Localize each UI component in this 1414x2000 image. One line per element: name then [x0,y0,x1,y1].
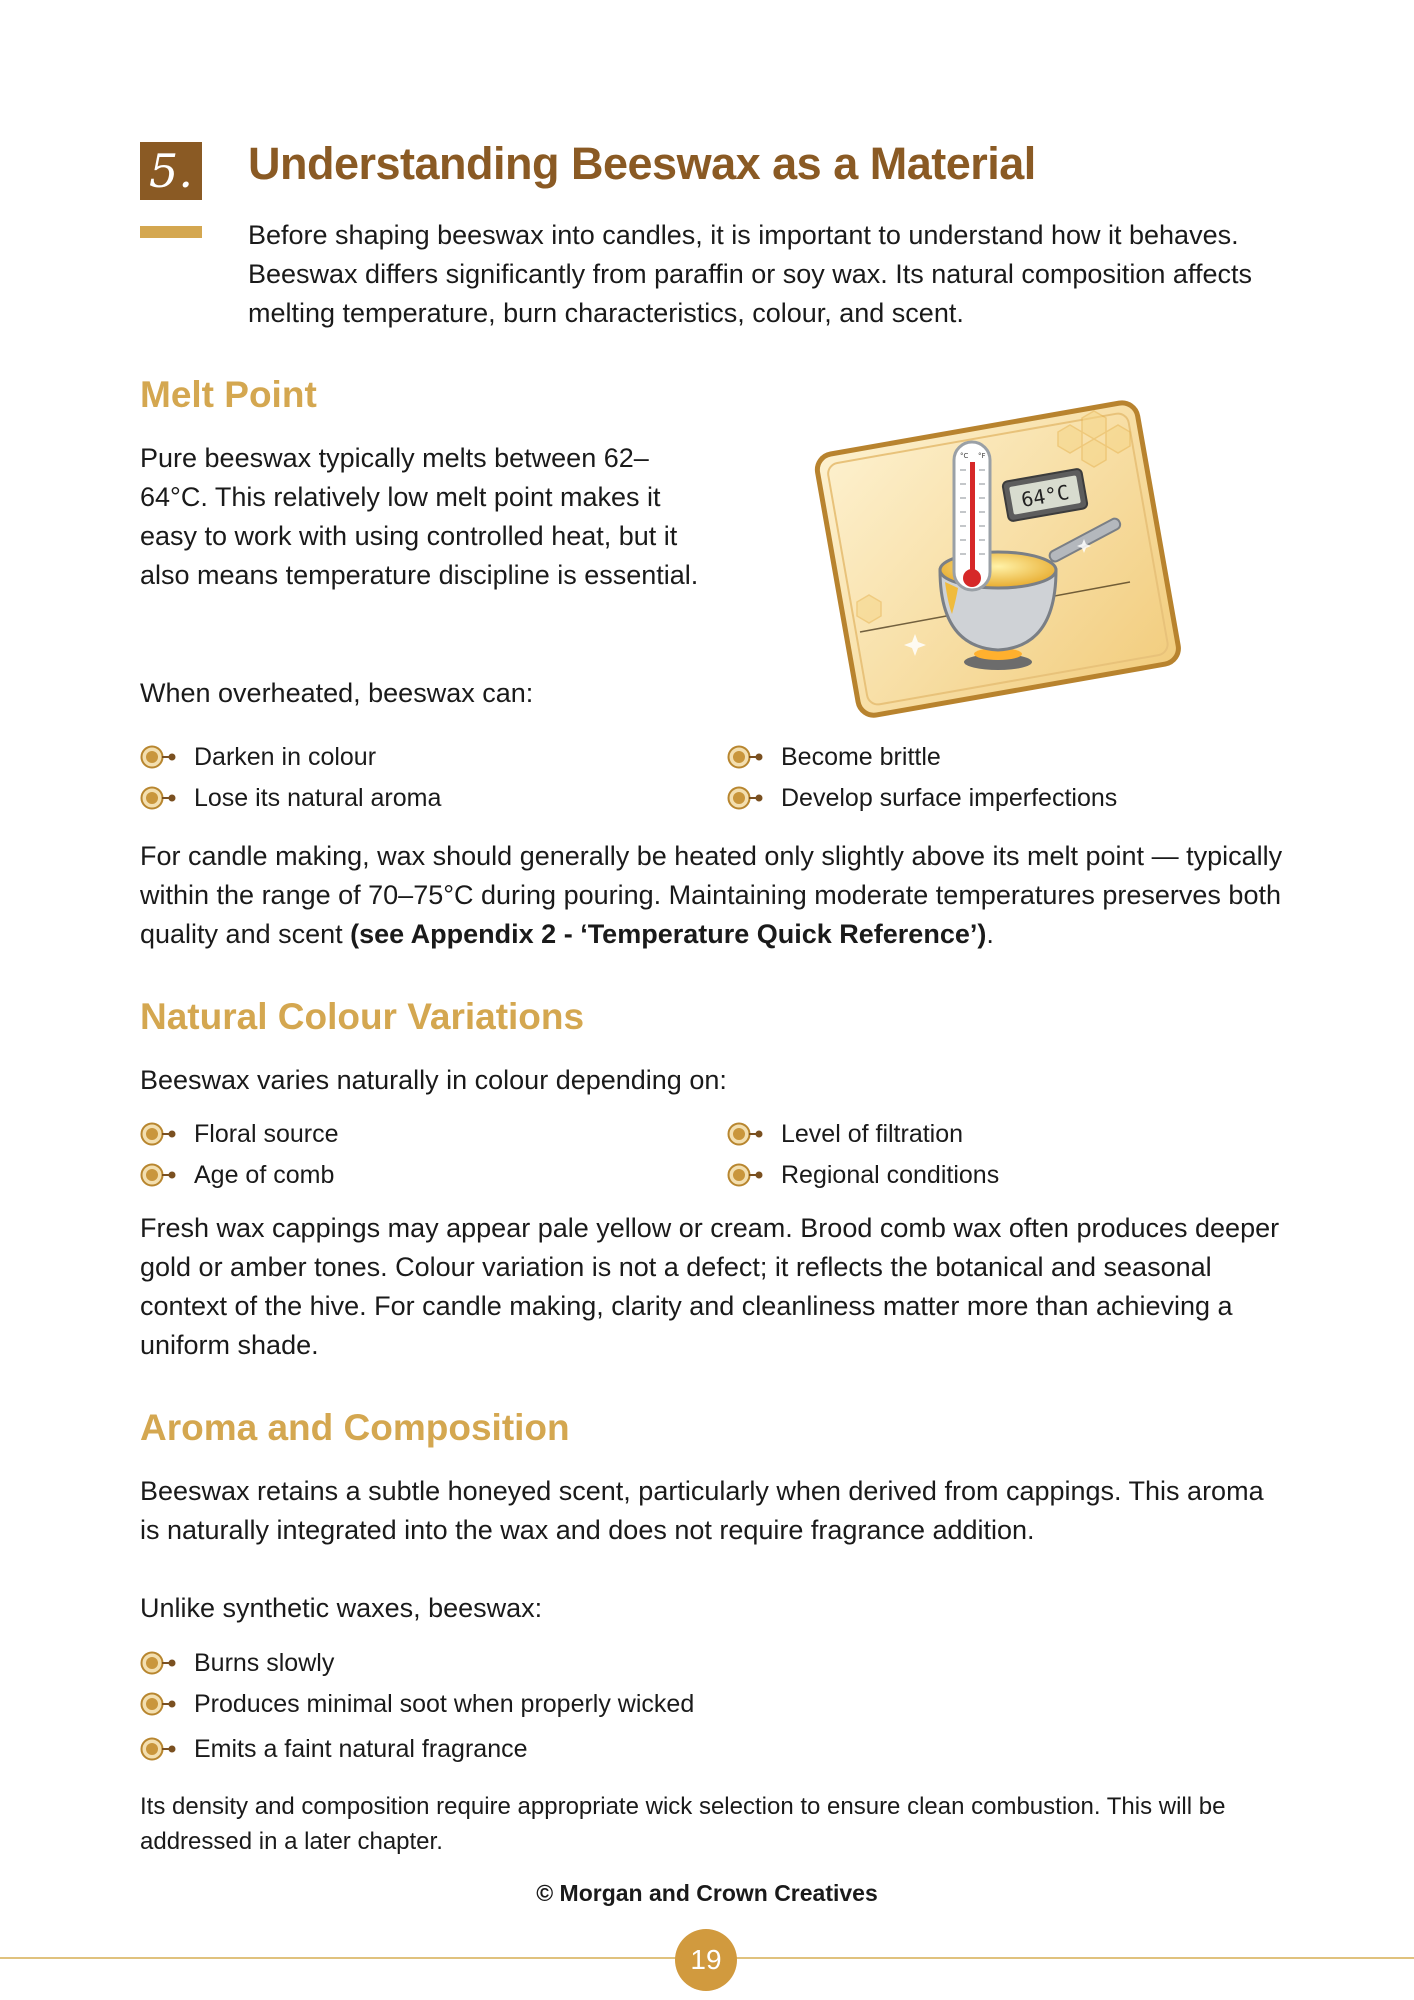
bullet-icon [140,1737,178,1761]
page-number: 19 [675,1929,737,1991]
list-item [140,1159,334,1191]
bullet-icon [727,1122,765,1146]
svg-text:°F: °F [978,452,986,460]
aroma-paragraph: Beeswax retains a subtle honeyed scent, particularly when derived from cappings. This aroma is naturally integrated into the wax and does not require fragrance addition. [140,1476,1264,1545]
chapter-title: Understanding Beeswax as a Material [248,138,1036,189]
pouring-temperature-paragraph: For candle making, wax should generally be heated only slightly above its melt point — typically within the range of 70–75°C during pouring. Maintaining moderate temperatures preserves both quality and scent (see Appendix 2 - ‘Temperature Quick Reference’). [140,841,1283,949]
list-item-label: Emits a faint natural fragrance [194,1735,528,1763]
bullet-icon [140,786,178,810]
list-item [727,741,941,773]
bullet-icon [140,1122,178,1146]
bullet-icon [140,1163,178,1187]
chapter-accent-bar [140,226,202,238]
bullet-icon [140,745,178,769]
list-item-label: Produces minimal soot when properly wicked [194,1690,695,1718]
chapter-number-badge: 5. [140,142,202,200]
svg-text:64°C: 64°C [1019,479,1071,512]
melt-point-heading: Melt Point [140,374,317,415]
list-item [727,782,1117,814]
bullet-icon [140,1651,178,1675]
bullet-icon [727,745,765,769]
melt-point-paragraph: Pure beeswax typically melts between 62–64°C. This relatively low melt point makes it easy to work with using controlled heat, but it also means temperature discipline is essential. [140,443,699,590]
bullet-icon [727,786,765,810]
list-item-label: Level of filtration [781,1120,964,1148]
melting-wax-illustration [800,392,1190,722]
list-item [140,1733,528,1765]
colour-intro: Beeswax varies naturally in colour depending on: [140,1065,727,1095]
list-item [140,741,376,773]
overheat-intro: When overheated, beeswax can: [140,678,534,708]
list-item-label: Become brittle [781,743,941,771]
aroma-heading: Aroma and Composition [140,1407,570,1448]
intro-paragraph: Before shaping beeswax into candles, it is important to understand how it behaves. Beeswax differs significantly from paraffin or soy wax. Its natural composition affects melting temperature, burn characteristics, colour, and scent. [248,220,1252,328]
bullet-icon [140,1692,178,1716]
list-item [140,782,441,814]
list-item [140,1688,694,1720]
list-item-label: Darken in colour [194,743,377,771]
list-item-label: Develop surface imperfections [781,784,1118,812]
wick-note-paragraph: Its density and composition require appropriate wick selection to ensure clean combustion. This will be addressed in a later chapter. [140,1793,1226,1855]
colour-variations-heading: Natural Colour Variations [140,996,585,1037]
list-item-label: Burns slowly [194,1649,335,1677]
list-item [140,1118,339,1150]
synthetic-comparison-intro: Unlike synthetic waxes, beeswax: [140,1593,543,1623]
list-item [727,1159,999,1191]
list-item-label: Lose its natural aroma [194,784,442,812]
copyright-footer: © Morgan and Crown Creatives [536,1880,878,1906]
list-item-label: Regional conditions [781,1161,1000,1189]
list-item [727,1118,963,1150]
list-item-label: Floral source [194,1120,339,1148]
colour-paragraph: Fresh wax cappings may appear pale yellow or cream. Brood comb wax often produces deeper gold or amber tones. Colour variation is not a defect; it reflects the botanical and seasonal context of the hive. For candle making, clarity and cleanliness matter more than achieving a uniform shade. [140,1213,1280,1360]
list-item-label: Age of comb [194,1161,335,1189]
bullet-icon [727,1163,765,1187]
list-item [140,1647,334,1679]
svg-text:°C: °C [960,452,969,460]
appendix-reference: (see Appendix 2 - ‘Temperature Quick Reference’) [350,919,987,949]
